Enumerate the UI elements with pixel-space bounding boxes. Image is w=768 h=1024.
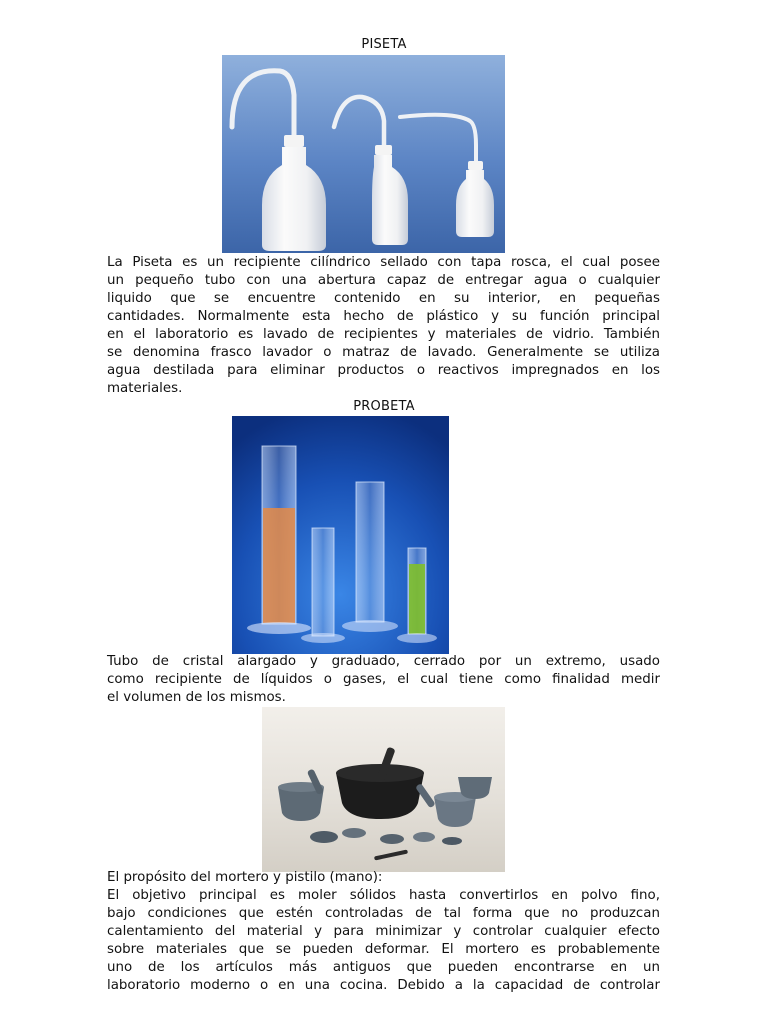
mortero-image [262,707,505,872]
piseta-image [222,55,505,253]
piseta-description: La Piseta es un recipiente cilíndrico sellado con tapa rosca, el cual posee un pequeño tubo con una abertura capaz de entregar agua o cualquier liquido que se encuentre contenido en su interior, en pequeñas cantidades. Normalmente esta hecho de plástico y su función principal en el laboratorio es lavado de recipientes y materiales de vidrio. También se denomina frasco lavador o matraz de lavado. Generalmente se utiliza agua destilada para eliminar productos o reactivos impregnados en los materiales. [107,255,660,396]
probeta-heading: PROBETA [353,399,415,414]
probeta-description: Tubo de cristal alargado y graduado, cerrado por un extremo, usado como recipiente de líquidos o gases, el cual tiene como finalidad medir el volumen de los mismos. [107,654,660,705]
mortero-description: El propósito del mortero y pistilo (mano): El objetivo principal es moler sólidos hasta convertirlos en polvo fino, bajo condiciones que estén controladas de tal forma que no produzcan calentamiento del material y para minimizar y controlar cualquier efecto sobre materiales que se pueden deformar. El mortero es probablemente uno de los artículos más antiguos que pueden encontrarse en un laboratorio moderno o en una cocina. Debido a la capacidad de controlar [107,870,660,993]
piseta-heading: PISETA [361,37,407,52]
probeta-image [232,416,449,654]
